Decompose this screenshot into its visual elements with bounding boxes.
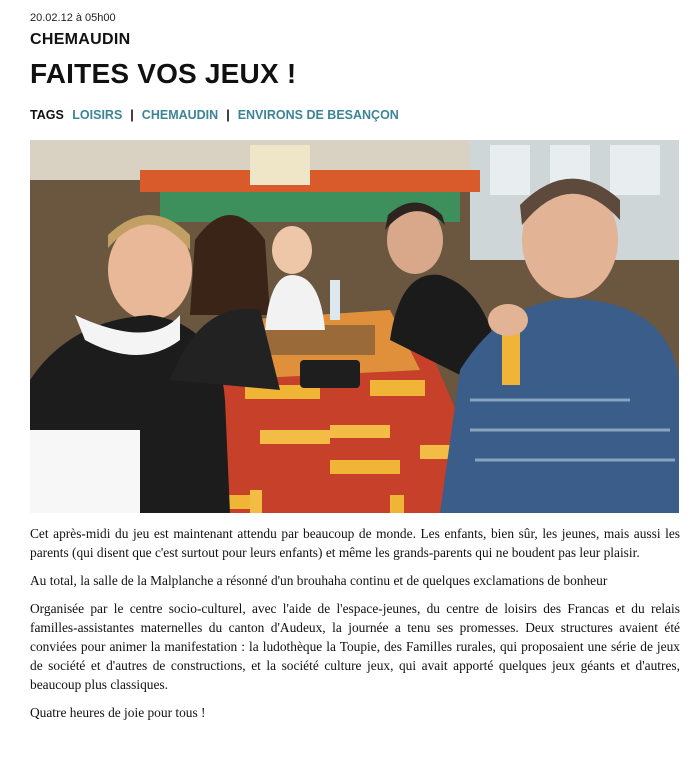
photo-person-woman-sleeve bbox=[30, 430, 140, 513]
article-paragraph: Cet après-midi du jeu est maintenant attendu par beaucoup de monde. Les enfants, bien sûr, les jeunes, mais aussi les parents (qui disent que c'est surtout pour leurs enfants) et même les grands-parents qui ne boudent pas leur plaisir. bbox=[30, 526, 680, 560]
article-photo[interactable] bbox=[30, 140, 679, 513]
photo-camera bbox=[300, 360, 360, 388]
tag-separator: | bbox=[130, 108, 134, 122]
photo-bottle bbox=[330, 280, 340, 320]
photo-poster bbox=[250, 145, 310, 185]
article-paragraph: Quatre heures de joie pour tous ! bbox=[30, 705, 206, 720]
photo-illustration bbox=[30, 140, 679, 513]
tag-separator: | bbox=[226, 108, 230, 122]
article-headline: FAITES VOS JEUX ! bbox=[30, 58, 297, 89]
photo-wood-block bbox=[390, 495, 404, 513]
tags-label: TAGS bbox=[30, 108, 64, 122]
photo-wood-block bbox=[260, 430, 330, 444]
tag-link-loisirs[interactable]: LOISIRS bbox=[72, 108, 123, 122]
photo-person-man2-hand bbox=[488, 304, 528, 336]
photo-window-pane bbox=[490, 145, 530, 195]
article-dateline: 20.02.12 à 05h00 bbox=[30, 12, 116, 24]
tag-link-chemaudin[interactable]: CHEMAUDIN bbox=[141, 108, 219, 122]
article-paragraph: Organisée par le centre socio-culturel, avec l'aide de l'espace-jeunes, du centre de loisirs des Francas et du relais familles-assistantes maternelles du canton d'Audeux, la journée a tenu ses promesses. Deux structures avaient été conviées pour animer la manifestation : la ludothèque la Toupie, des Familles rurales, qui proposaient une série de jeux de société et d'autres de constructions, et la société culture jeux, qui avait apporté quelques jeux géants et d'autres, beaucoup plus classiques. bbox=[30, 601, 680, 692]
article-paragraph: Au total, la salle de la Malplanche a résonné d'un brouhaha continu et de quelques exclamations de bonheur bbox=[30, 573, 608, 588]
photo-wood-block bbox=[330, 425, 390, 438]
photo-window-pane bbox=[610, 145, 660, 195]
tag-link-environs-de-besancon[interactable]: ENVIRONS DE BESANÇON bbox=[237, 108, 399, 122]
tags-bar bbox=[30, 108, 399, 122]
photo-person-girl-face bbox=[272, 226, 312, 274]
photo-wood-block bbox=[330, 460, 400, 474]
photo-wood-block bbox=[250, 490, 262, 513]
photo-wood-block bbox=[370, 380, 425, 396]
article-body bbox=[30, 524, 680, 731]
article-locality[interactable]: CHEMAUDIN bbox=[30, 31, 131, 48]
